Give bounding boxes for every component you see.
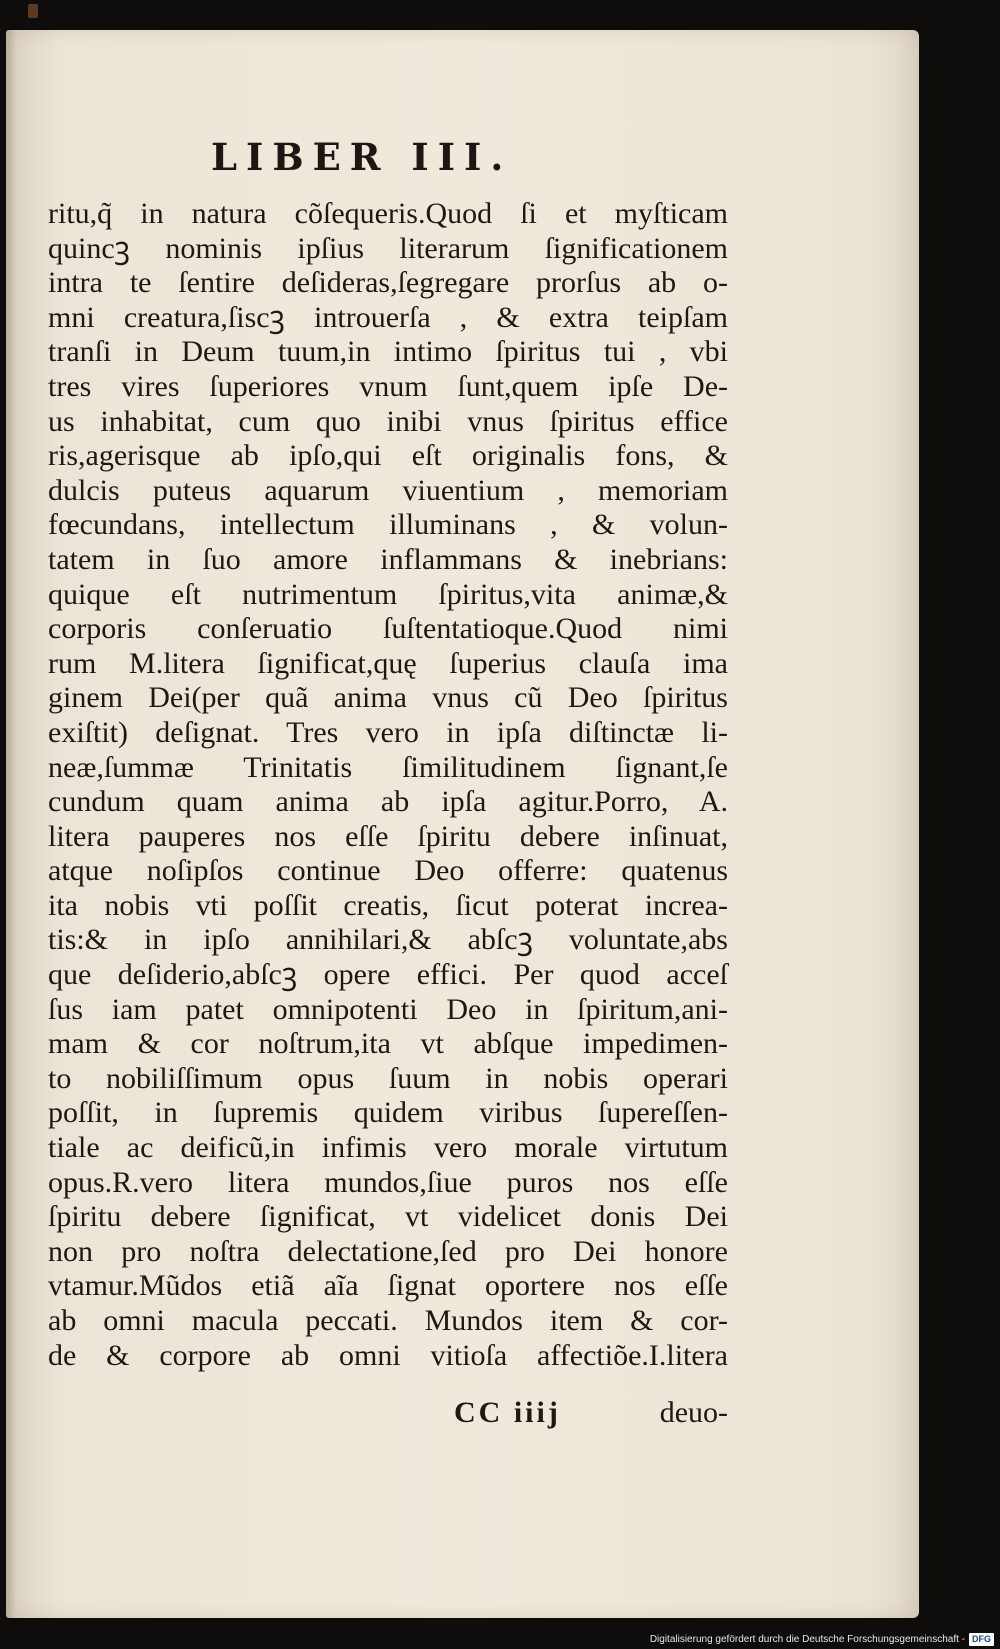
catch-line [454, 1396, 728, 1430]
text-line: mam & cor noſtrum,ita vt abſque impedimen- [48, 1027, 728, 1061]
text-line: litera pauperes nos eſſe ſpiritu debere inſinuat, [48, 819, 728, 853]
catchword: deuo- [659, 1396, 728, 1429]
binding-tab-mark [28, 4, 38, 18]
text-line: us inhabitat, cum quo inibi vnus ſpiritus effice [48, 404, 728, 438]
text-line: to nobiliſſimum opus ſuum in nobis operari [48, 1061, 728, 1095]
page-gutter-shadow [6, 30, 16, 1618]
text-line: que deſiderio,abſcꝫ opere effici. Per quod acceſ [48, 958, 728, 992]
text-line: quique eſt nutrimentum ſpiritus,vita animæ,& [48, 577, 728, 611]
text-line: opus.R.vero litera mundos,ſiue puros nos eſſe [48, 1165, 728, 1199]
text-line: tres vires ſuperiores vnum ſunt,quem ipſe De- [48, 369, 728, 403]
text-line: mni creatura,ſiscꝫ introuerſa , & extra teipſam [48, 300, 728, 334]
text-line: atque noſipſos continue Deo offerre: quatenus [48, 854, 728, 888]
text-line: ritu,q̃ in natura cõſequeris.Quod ſi et myſticam [48, 197, 728, 230]
text-line: ſpiritu debere ſignificat, vt videlicet donis Dei [48, 1200, 728, 1234]
text-line: poſſit, in ſupremis quidem viribus ſupereſſen- [48, 1096, 728, 1130]
funding-credit: Digitalisierung gefördert durch die Deutsche Forschungsgemeinschaft - [649, 1634, 965, 1645]
dfg-logo: DFG [969, 1633, 994, 1646]
text-line: tiale ac deificũ,in infimis vero morale virtutum [48, 1131, 728, 1165]
text-line: exiſtit) deſignat. Tres vero in ipſa diſtinctæ li- [48, 715, 728, 749]
text-line: tis:& in ipſo annihilari,& abſcꝫ voluntate,abs [48, 923, 728, 957]
running-head: LIBER III. [211, 135, 513, 179]
footer-credit-bar [650, 1633, 994, 1646]
text-line: vtamur.Mũdos etiã aĩa ſignat oportere nos eſſe [48, 1269, 728, 1303]
text-line: ab omni macula peccati. Mundos item & cor- [48, 1304, 728, 1337]
text-line: ita nobis vti poſſit creatis, ſicut poterat increa- [48, 888, 728, 922]
text-line: de & corpore ab omni vitioſa affectiõe.I.litera [48, 1338, 728, 1372]
text-line: ginem Dei(per quã anima vnus cũ Deo ſpiritus [48, 681, 728, 715]
text-line: cundum quam anima ab ipſa agitur.Porro, A. [48, 785, 728, 819]
book-page [6, 30, 919, 1618]
text-line: neæ,ſummæ Trinitatis ſimilitudinem ſignant,ſe [48, 750, 728, 784]
signature-mark: CC iiij [454, 1396, 561, 1429]
text-line: tatem in ſuo amore inflammans & inebrians: [48, 542, 728, 576]
text-line: non pro noſtra delectatione,ſed pro Dei honore [48, 1234, 728, 1268]
text-line: ris,agerisque ab ipſo,qui eſt originalis fons, & [48, 439, 728, 473]
text-line: tranſi in Deum tuum,in intimo ſpiritus tui , vbi [48, 335, 728, 369]
text-line: fœcundans, intellectum illuminans , & volun- [48, 508, 728, 542]
text-line: ſus iam patet omnipotenti Deo in ſpiritum,ani- [48, 992, 728, 1026]
text-line: dulcis puteus aquarum viuentium , memoriam [48, 473, 728, 507]
text-line: quincꝫ nominis ipſius literarum ſignificationem [48, 231, 728, 265]
text-line: rum M.litera ſignificat,quę ſuperius clauſa ima [48, 646, 728, 680]
body-text [48, 197, 728, 1373]
text-line: corporis conſeruatio ſuſtentatioque.Quod nimi [48, 612, 728, 646]
text-line: intra te ſentire deſideras,ſegregare prorſus ab o- [48, 266, 728, 300]
